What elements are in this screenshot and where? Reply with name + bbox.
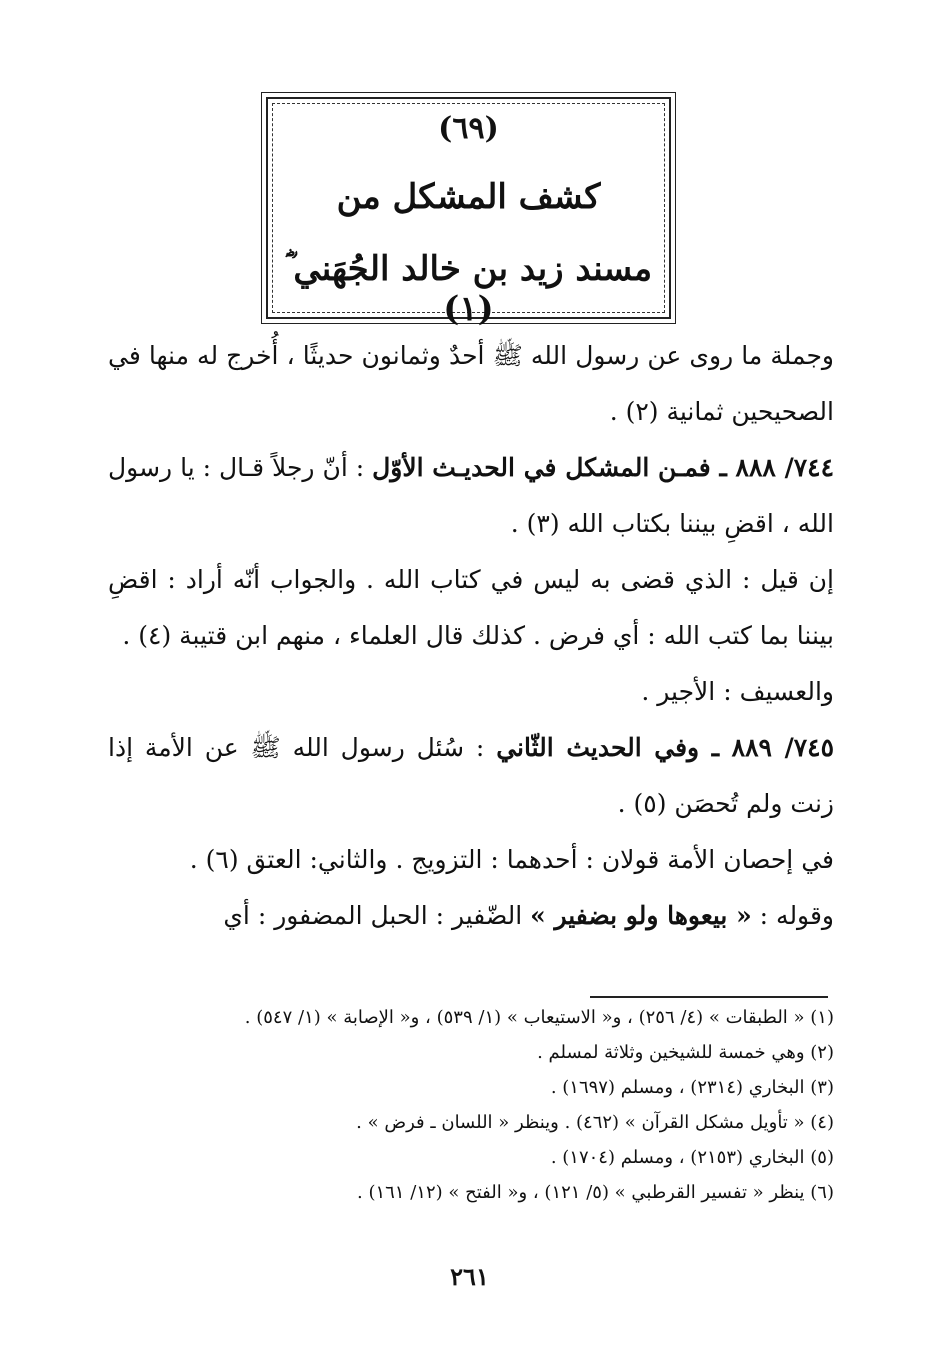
paragraph-ihsan: في إحصان الأمة قولان : أحدهما : التزويج . والثاني: العتق (٦) . xyxy=(189,845,834,874)
footnote-6: (٦) ينظر « تفسير القرطبي » (٥/ ١٢١) ، و« الفتح » (١٢/ ١٦١) . xyxy=(357,1182,834,1203)
footnote-divider xyxy=(590,996,828,998)
chapter-title-box xyxy=(266,97,671,329)
dafir-quote: « بيعوها ولو بضفير » xyxy=(530,901,752,930)
dafir-text: الضّفير : الحبل المضفور : أي xyxy=(223,901,531,930)
paragraph-dafir xyxy=(108,888,834,944)
paragraph-asif: والعسيف : الأجير . xyxy=(641,677,834,706)
body-text xyxy=(108,328,834,944)
chapter-title-line1: كشف المشكل من xyxy=(336,177,601,217)
hadith-745-heading: ٧٤٥/ ٨٨٩ ـ وفي الحديث الثّاني xyxy=(496,733,835,762)
footnote-5: (٥) البخاري (٢١٥٣) ، ومسلم (١٧٠٤) . xyxy=(550,1147,834,1168)
page-number: ٢٦١ xyxy=(450,1262,489,1291)
hadith-744-heading: ٧٤٤/ ٨٨٨ ـ فمـن المشكل في الحديـث الأوّل xyxy=(372,453,835,482)
paragraph-hadith-744 xyxy=(108,440,834,552)
chapter-title-line2: مسند زيد بن خالد الجُهَني ؓ (١) xyxy=(284,249,653,329)
hadith-745-text: : سُئل رسول الله ﷺ عن الأمة إذا زنت ولم تُحصَن (٥) . xyxy=(108,733,834,818)
footnote-3: (٣) البخاري (٢٣١٤) ، ومسلم (١٦٩٧) . xyxy=(550,1077,834,1098)
paragraph-intro: وجملة ما روى عن رسول الله ﷺ أحدٌ وثمانون حديثًا ، أُخرج له منها في الصحيحين ثمانية (٢) . xyxy=(108,341,834,426)
paragraph-answer: إن قيل : الذي قضى به ليس في كتاب الله . والجواب أنّه أراد : اقضِ بيننا بما كتب الله : أي فرض . كذلك قال العلماء ، منهم ابن قتيبة (٤) . xyxy=(108,565,834,650)
dafir-intro: وقوله : xyxy=(751,901,834,930)
footnote-2: (٢) وهي خمسة للشيخين وثلاثة لمسلم . xyxy=(537,1042,834,1063)
chapter-number: (٦٩) xyxy=(438,111,499,146)
footnote-1: (١) « الطبقات » (٤/ ٢٥٦) ، و« الاستيعاب » (١/ ٥٣٩) ، و« الإصابة » (١/ ٥٤٧) . xyxy=(244,1007,834,1028)
footnote-4: (٤) « تأويل مشكل القرآن » (٤٦٢) . وينظر « اللسان ـ فرض » . xyxy=(356,1112,834,1133)
paragraph-hadith-745 xyxy=(108,720,834,832)
hadith-744-text: : أنّ رجلاً قـال : يا رسول الله ، اقضِ بيننا بكتاب الله (٣) . xyxy=(108,453,834,538)
footnotes xyxy=(108,1000,834,1210)
